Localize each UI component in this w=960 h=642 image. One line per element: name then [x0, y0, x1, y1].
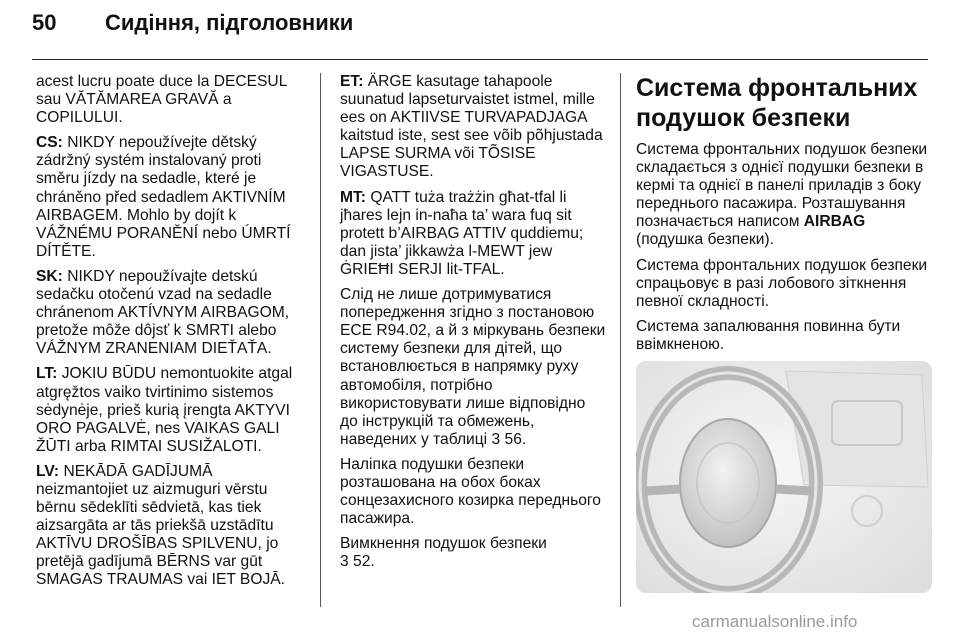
deactivation-text: Вимкнення подушок безпеки — [340, 535, 547, 553]
language-code-cs: CS: — [36, 134, 63, 152]
paragraph-ro-warning-end: acest lucru poate duce la DECESUL sau VĂTĂMAREA GRAVĂ a COPILULUI. — [36, 73, 287, 127]
warning-text-lt: JOKIU BŪDU nemontuokite atgal atgręžtos vaiko tvirtinimo sistemos sėdynėje, prieš kurią įrengta AKTYVI ORO PAGALVĖ, nes VAIKAS GALI ŽŪTI arba RIMTAI SUSIŽALOTI. — [36, 365, 293, 455]
header-rule — [32, 59, 928, 60]
column-1 — [36, 73, 308, 597]
paragraph-et-warning — [340, 73, 606, 182]
language-code-lv: LV: — [36, 462, 60, 480]
warning-text-sk: NIKDY nepoužívajte detskú sedačku otočenú vzad na sedadle chránenom AKTÍVNYM AIRBAGOM, pretože môže dôjsť k SMRTI alebo VÁŽNYM ZRANENIAM DIEŤAŤA. — [36, 267, 290, 358]
paragraph-lv-warning — [36, 463, 308, 590]
language-code-lt: LT: — [36, 365, 58, 383]
section-heading: Система фронтальних подушок безпеки — [636, 74, 918, 132]
paragraph-airbag-label: Наліпка подушки безпеки розташована на обох боках сонцезахисного козирка переднього пасажира. — [340, 455, 601, 528]
language-code-et: ET: — [340, 73, 364, 90]
column-divider-2 — [620, 73, 621, 607]
arrow-ref-icon: 3 — [491, 430, 501, 448]
page-reference-link[interactable]: 52. — [348, 553, 375, 571]
watermark: carmanualsonline.info — [692, 612, 858, 631]
page-title: Сидіння, підголовники — [105, 10, 354, 35]
arrow-ref-icon: 3 — [340, 553, 349, 571]
steering-wheel-airbag-illustration — [636, 361, 932, 593]
paragraph-sk-warning — [36, 268, 308, 358]
paragraph-ignition: Система запалювання повинна бути ввімкненою. — [636, 317, 901, 353]
column-divider-1 — [320, 73, 321, 607]
warning-text-cs: NIKDY nepoužívejte dětský zádržný systém instalovaný proti směru jízdy na sedadle, které je chráněno před sedadlem AKTIVNÍM AIRBAGEM. Mohlo by dojít k VÁŽNÉMU PORANĚNÍ nebo ÚMRTÍ DÍTĚTE. — [36, 134, 291, 260]
paragraph-airbag-deactivation — [340, 535, 606, 571]
paragraph-mt-warning — [340, 189, 606, 279]
airbag-label-translation: (подушка безпеки). — [636, 231, 774, 249]
page-number: 50 — [32, 10, 57, 35]
paragraph-airbag-deployment: Система фронтальних подушок безпеки спрацьовує в разі лобового зіткнення певної складності. — [636, 256, 928, 310]
paragraph-cs-warning — [36, 134, 308, 261]
airbag-label-text: AIRBAG — [803, 213, 866, 231]
regulation-text: Слід не лише дотримуватися попередження згідно з постановою ECE R94.02, а й з міркувань безпеки систему безпеки для дітей, що встановлюється в напрямку руху автомобіля, потрібно використовувати лише відповідно до інструкцій та обмежень, наведених у таблиці — [340, 286, 606, 448]
page-reference-link[interactable]: 56. — [500, 430, 527, 448]
paragraph-lt-warning — [36, 365, 308, 455]
system-description: Система фронтальних подушок безпеки складається з однієї подушки безпеки в кермі та однієї в панелі приладів з боку переднього пасажира. Розташування позначається написом — [636, 141, 928, 231]
column-3 — [636, 73, 932, 361]
language-code-sk: SK: — [36, 267, 63, 285]
warning-text-et: ÄRGE kasutage tahapoole suunatud lapseturvaistet istmel, mille ees on AKTIIVSE TURVAPADJAGA kaitstud iste, sest see võib põhjustada LAPSE SURMA või TÕSISE VIGASTUSE. — [340, 73, 603, 181]
warning-text-lv: NEKĀDĀ GADĪJUMĀ neizmantojiet uz aizmuguri vērstu bērnu sēdeklīti sēdvietā, kas tiek aizsargāta ar tās priekšā uzstādītu AKTĪVU DROŠĪBAS SPILVENU, jo pretējā gadījumā BĒRNS var gūt SMAGAS TRAUMAS vai IET BOJĀ. — [36, 462, 285, 589]
language-code-mt: MT: — [340, 188, 366, 206]
warning-text-mt: QATT tuża trażżin għat-tfal li jħares lejn in-naħa ta’ wara fuq sit protett b’AIRBAG ATTIV quddiemu; dan jista’ jikkawża l-MEWT jew ĠRIEĦI SERJI lit-TFAL. — [340, 188, 584, 278]
paragraph-front-airbag-system — [636, 141, 932, 250]
column-2 — [340, 73, 606, 578]
paragraph-uk-regulation — [340, 286, 606, 449]
